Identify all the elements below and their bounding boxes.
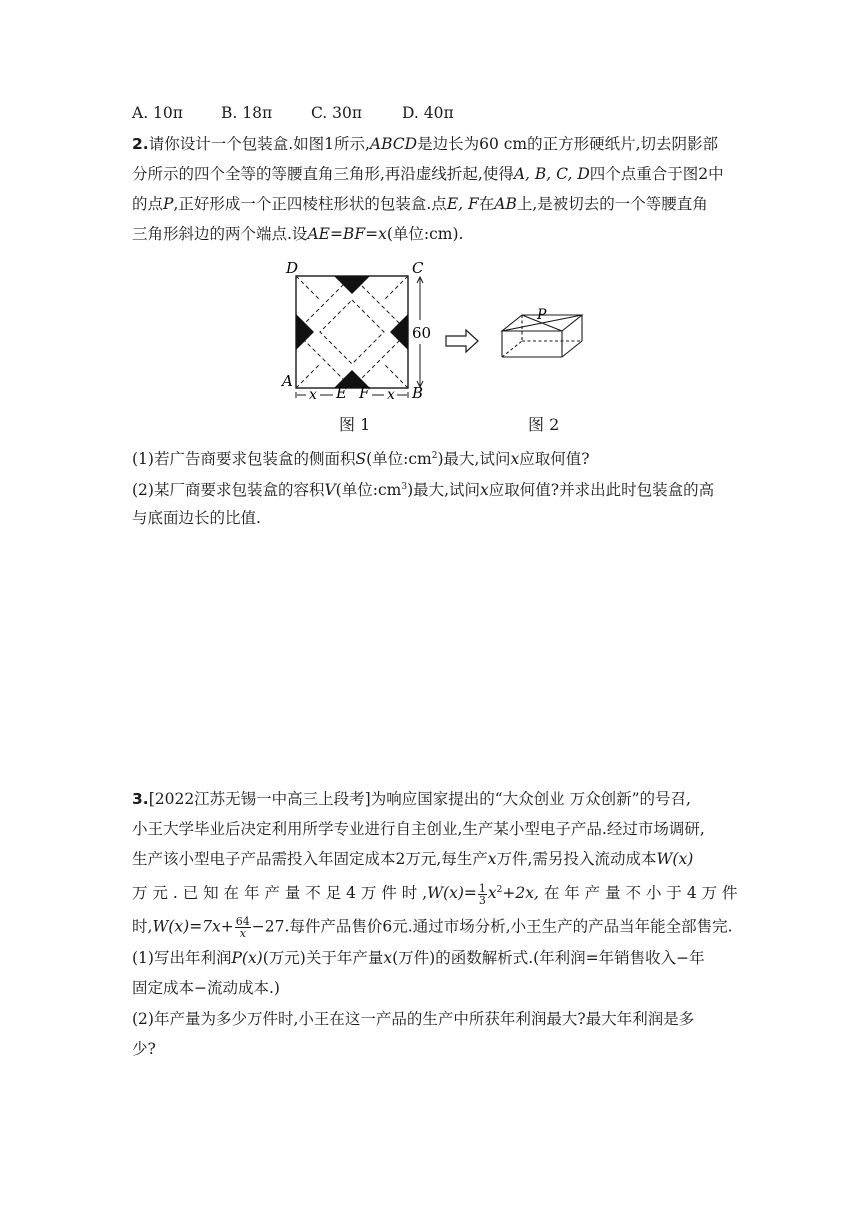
q2-text: 是边长为60 cm的正方形硬纸片,切去阴影部 bbox=[417, 135, 719, 153]
q2-text: ,正好形成一个正四棱柱形状的包装盒.点 bbox=[173, 195, 447, 213]
label-c: C bbox=[412, 259, 424, 277]
q3-text: 生产该小型电子产品需投入年固定成本2万元,每生产 bbox=[132, 850, 488, 868]
q3-line-3 bbox=[132, 849, 732, 869]
q3-text: 在 年 产 量 不 小 于 4 万 件 bbox=[538, 884, 738, 903]
q2-line-4 bbox=[132, 224, 732, 244]
q2-text: 应取何值? bbox=[519, 450, 590, 469]
q2-text: 与底面边长的比值. bbox=[132, 509, 261, 527]
q2-text: 三角形斜边的两个端点.设 bbox=[132, 225, 308, 243]
q3-math: x bbox=[383, 949, 393, 967]
q3-text: 万件,需另投入流动成本 bbox=[496, 850, 657, 868]
q3-math: P(x) bbox=[231, 949, 263, 967]
label-a: A bbox=[282, 372, 293, 390]
q2-math: V bbox=[324, 481, 336, 500]
q3-sub-1-line-2 bbox=[132, 978, 732, 998]
q3-text: (万件)的函数解析式.(年利润=年销售收入−年 bbox=[392, 949, 705, 967]
q2-math: x bbox=[510, 450, 520, 469]
q3-text: 少? bbox=[132, 1040, 156, 1058]
q3-line-4 bbox=[132, 880, 738, 907]
label-x-left: x bbox=[309, 387, 317, 403]
q3-sub-2 bbox=[132, 1009, 732, 1029]
option-d: D. 40π bbox=[402, 104, 454, 122]
q3-text: [2022江苏无锡一中高三上段考]为响应国家提出的“大众创业 万众创新”的号召, bbox=[148, 790, 691, 808]
q2-line-2 bbox=[132, 164, 732, 184]
fraction-numerator: 64 bbox=[235, 915, 250, 928]
q2-line-3 bbox=[132, 194, 732, 214]
label-d: D bbox=[286, 259, 299, 277]
q3-number: 3. bbox=[132, 790, 149, 808]
q2-text: )最大,试问 bbox=[407, 481, 481, 500]
figure-1-caption: 图 1 bbox=[339, 415, 371, 434]
q3-line-2 bbox=[132, 819, 732, 839]
q3-text: 固定成本−流动成本.) bbox=[132, 979, 280, 997]
q2-math: P bbox=[163, 195, 174, 213]
cut-triangle-left bbox=[296, 314, 314, 350]
figure-diagram bbox=[270, 256, 610, 406]
fraction-numerator: 1 bbox=[478, 881, 486, 895]
q2-sub-2 bbox=[132, 477, 732, 500]
fraction-64-over-x bbox=[235, 916, 251, 939]
label-e: E bbox=[336, 384, 347, 402]
q2-text: 请你设计一个包装盒.如图1所示, bbox=[148, 135, 370, 153]
q2-math: A, B, C, D bbox=[513, 165, 590, 183]
q3-math: W(x)=7x+ bbox=[152, 917, 234, 936]
q2-text: 应取何值?并求出此时包装盒的高 bbox=[488, 481, 715, 500]
q2-text: (单位:cm bbox=[335, 481, 402, 500]
option-c: C. 30π bbox=[311, 104, 363, 122]
fraction-denominator: 3 bbox=[478, 893, 486, 907]
q3-text: (1)写出年利润 bbox=[132, 949, 232, 967]
figure-2-caption: 图 2 bbox=[528, 415, 560, 434]
q3-text: −27.每件产品售价6元.通过市场分析,小王生产的产品当年能全部售完. bbox=[251, 917, 733, 936]
q2-text: 四个点重合于图2中 bbox=[589, 165, 724, 183]
q2-math: x bbox=[480, 481, 489, 500]
q2-math: AB bbox=[494, 195, 517, 213]
q3-math: x bbox=[487, 884, 497, 903]
cut-triangle-top bbox=[334, 276, 370, 294]
q2-text: (2)某厂商要求包装盒的容积 bbox=[132, 481, 325, 500]
q2-text: 的点 bbox=[132, 195, 164, 213]
q3-math: x bbox=[487, 850, 497, 868]
q3-text: (万元)关于年产量 bbox=[262, 949, 384, 967]
q3-math: W(x) bbox=[656, 850, 694, 868]
q3-line-1 bbox=[132, 789, 732, 809]
q2-sub-1 bbox=[132, 446, 732, 469]
label-f: F bbox=[359, 384, 370, 402]
q2-text: (单位:cm). bbox=[386, 225, 464, 243]
q2-text: 在 bbox=[478, 195, 495, 213]
q2-sup: 3 bbox=[401, 482, 408, 492]
q2-math: E, F bbox=[446, 195, 479, 213]
q2-text: (单位:cm bbox=[366, 450, 432, 469]
option-a: A. 10π bbox=[132, 104, 183, 122]
q2-text: )最大,试问 bbox=[437, 450, 511, 469]
label-60: 60 bbox=[412, 324, 432, 342]
label-b: B bbox=[412, 384, 424, 402]
q3-sub-2-line-2 bbox=[132, 1039, 732, 1059]
label-x-right: x bbox=[387, 387, 395, 403]
q2-number: 2. bbox=[132, 135, 149, 153]
q3-text: (2)年产量为多少万件时,小王在这一产品的生产中所获年利润最大?最大年利润是多 bbox=[132, 1010, 695, 1028]
q3-math: W(x)= bbox=[427, 884, 477, 903]
arrow-icon bbox=[446, 330, 478, 352]
q2-line-1 bbox=[132, 134, 732, 154]
q3-line-5 bbox=[132, 916, 732, 939]
q3-text: 小王大学毕业后决定利用所学专业进行自主创业,生产某小型电子产品.经过市场调研, bbox=[132, 820, 705, 838]
label-p: P bbox=[537, 307, 547, 323]
q2-math: ABCD bbox=[369, 135, 418, 153]
cut-triangle-right bbox=[390, 314, 408, 350]
q2-sup: 2 bbox=[431, 451, 438, 461]
q2-math: S bbox=[355, 450, 367, 469]
q2-sub-2-line-2 bbox=[132, 508, 732, 528]
q3-math: +2x, bbox=[502, 884, 539, 903]
option-b: B. 18π bbox=[221, 104, 273, 122]
q2-text: 上,是被切去的一个等腰直角 bbox=[516, 195, 708, 213]
q3-text: 万 元 . 已 知 在 年 产 量 不 足 4 万 件 时 , bbox=[132, 884, 428, 903]
q2-math: AE=BF=x bbox=[307, 225, 387, 243]
q3-sub-1 bbox=[132, 948, 732, 968]
fraction-one-third bbox=[478, 883, 487, 906]
q3-sup: 2 bbox=[496, 885, 503, 895]
q2-text: (1)若广告商要求包装盒的侧面积 bbox=[132, 450, 356, 469]
q2-text: 分所示的四个全等的等腰直角三角形,再沿虚线折起,使得 bbox=[132, 165, 514, 183]
q3-text: 时, bbox=[132, 917, 153, 936]
fraction-denominator: x bbox=[239, 927, 246, 940]
